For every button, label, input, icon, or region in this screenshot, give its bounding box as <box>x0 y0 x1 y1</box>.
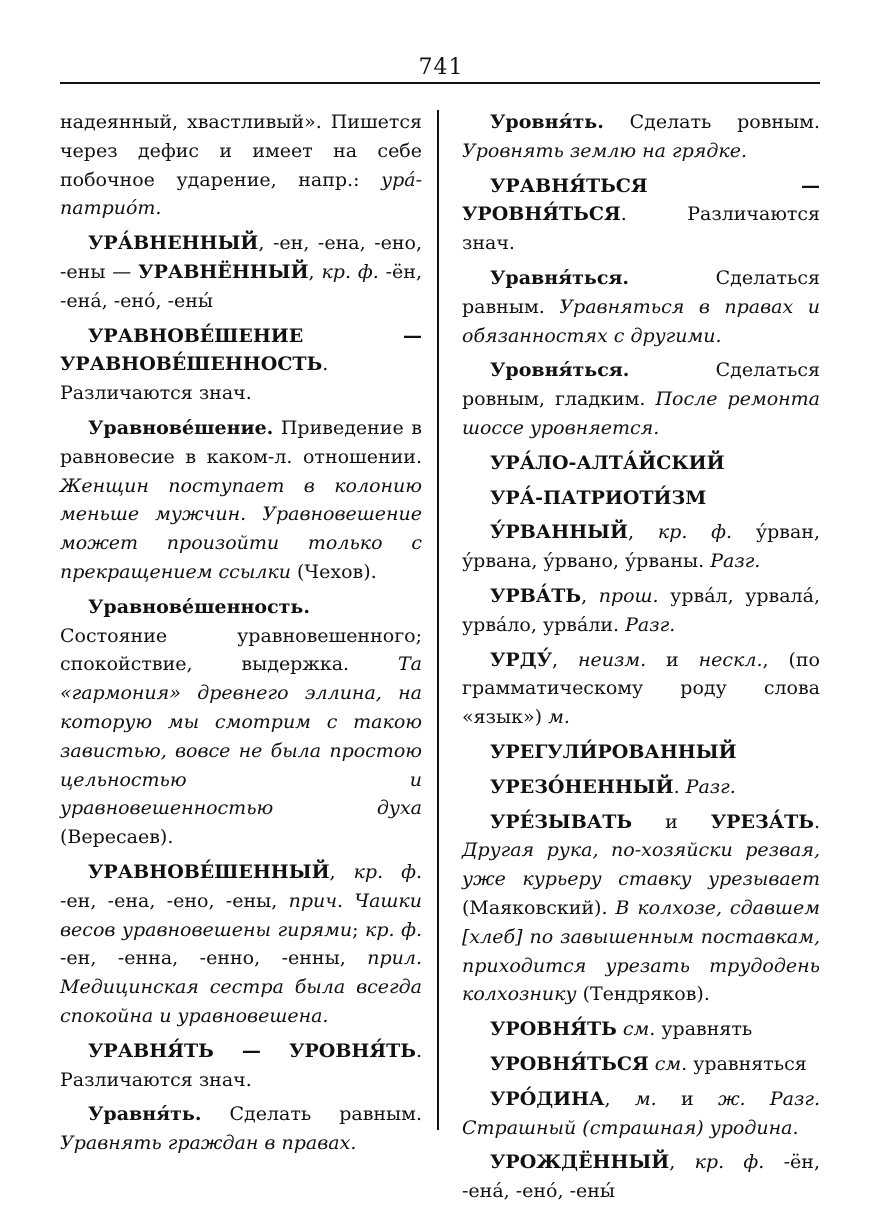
entry-text: . Различаются знач. <box>60 353 329 405</box>
headword: УРА́-ПАТРИОТИ́ЗМ <box>490 486 707 509</box>
header-rule <box>60 82 820 84</box>
headword: УРОВНЯ́ТЬСЯ <box>490 1052 649 1075</box>
dictionary-entry <box>462 264 820 350</box>
entry-text: Сделаться равным. <box>462 266 820 318</box>
dictionary-entry <box>462 808 820 1010</box>
dictionary-entry <box>60 229 422 315</box>
headword: У́РВАННЫЙ <box>490 521 628 544</box>
headword: УРЕЗА́ТЬ <box>710 810 814 833</box>
dictionary-entry <box>462 356 820 442</box>
headword: УРОВНЯ́ТЬ <box>490 1018 617 1041</box>
dictionary-entry <box>60 858 422 1031</box>
headword: Уровня́ть. <box>490 111 604 133</box>
dictionary-entry <box>462 484 820 513</box>
dictionary-entry <box>462 1148 820 1206</box>
entry-text: , -ен, -ена, -ено, -ены — <box>60 232 422 283</box>
italic-text: ж. Разг. Страшный (страшная) уродина. <box>462 1087 820 1139</box>
dictionary-entry <box>60 1100 422 1158</box>
headword: УРЕГУЛИ́РОВАННЫЙ <box>490 740 737 763</box>
headword: Уравнове́шение. <box>88 416 274 439</box>
italic-text: неизм. <box>577 648 647 671</box>
headword: УРА́ЛО-АЛТА́ЙСКИЙ <box>490 451 725 474</box>
entry-text: , <box>308 260 322 283</box>
entry-text: Состояние уравновешенного; спокойствие, выдержка. <box>60 624 422 676</box>
italic-text: м. <box>548 706 570 729</box>
dictionary-entry <box>462 449 820 478</box>
entry-text: , <box>627 521 658 544</box>
entry-text: Приведение в равновесие в каком-л. отношении. <box>60 416 422 468</box>
italic-text: В колхозе, сдавшем [хлеб] по завышенным поставкам, приходится урезать трудодень колхознику <box>462 896 820 1006</box>
italic-text: Уровнять землю на грядке. <box>462 139 748 162</box>
italic-text: м. <box>634 1087 657 1110</box>
italic-text: Разг. <box>685 775 736 798</box>
entry-text: Сделать равным. <box>201 1103 422 1126</box>
italic-text: кр. ф. <box>657 521 733 544</box>
entry-text: у́рван, у́рвана, у́рвано, у́рваны. <box>462 521 821 573</box>
headword: УРАВНОВЕ́ШЕННЫЙ <box>88 860 330 883</box>
headword: УРАВНЯ́ТЬ — УРОВНЯ́ТЬ <box>88 1039 416 1062</box>
headword: УРАВНОВЕ́ШЕНИЕ — УРАВНОВЕ́ШЕННОСТЬ <box>60 324 422 376</box>
entry-text: -ён, -ена́, -ено́, -ены́ <box>462 1151 820 1203</box>
dictionary-entry <box>60 414 422 587</box>
entry-text: . Различаются знач. <box>60 1039 422 1091</box>
italic-text: Разг. <box>625 613 676 636</box>
entry-text: -ён, -ена́, -ено́, -ены́ <box>60 260 423 312</box>
dictionary-entry <box>462 646 820 732</box>
headword: Уравня́ть. <box>88 1103 202 1126</box>
headword: Уравнове́шенность. <box>88 595 310 618</box>
italic-text: кр. ф. <box>365 918 423 941</box>
entry-text: -ен, -ена, -ено, -ены, <box>60 889 289 912</box>
entry-text: , <box>669 1151 695 1174</box>
italic-text: После ремонта шоссе уровняется. <box>462 388 820 439</box>
headword: УРО́ДИНА <box>490 1087 605 1110</box>
entry-text: урва́л, урвала́, урва́ло, урва́ли. <box>462 584 820 636</box>
italic-text: кр. ф. <box>321 260 379 283</box>
entry-text: уравняться <box>687 1052 807 1075</box>
headword: УРА́ВНЕННЫЙ <box>88 232 259 255</box>
entry-text: , <box>552 648 578 671</box>
headword: УРАВНЁННЫЙ <box>138 260 309 283</box>
italic-text: прил. Медицинская сестра была всегда спокойна и уравновешена. <box>60 947 422 1027</box>
headword: Уровня́ться. <box>490 359 630 382</box>
italic-text: прич. Чашки весов уравновешены гирями <box>60 889 422 941</box>
italic-text: Разг. <box>710 550 761 573</box>
dictionary-entry <box>462 738 820 767</box>
dictionary-entry <box>462 1050 820 1079</box>
entry-text: , <box>581 584 599 607</box>
entry-text: , <box>329 860 354 883</box>
entry-text: . Различаются знач. <box>462 203 820 255</box>
dictionary-entry <box>60 108 422 223</box>
italic-text: нескл. <box>698 648 763 671</box>
dictionary-entry <box>462 1015 820 1044</box>
entry-text: . <box>673 775 686 798</box>
dictionary-entry <box>462 773 820 802</box>
entry-text: Сделать ровным. <box>603 111 820 133</box>
entry-text: , <box>604 1087 635 1110</box>
entry-text: , (по грамматическому роду слова «язык») <box>462 648 820 729</box>
entry-text: -ен, -енна, -енно, -енны, <box>60 947 368 970</box>
italic-text: Уравнять граждан в правах. <box>60 1132 357 1155</box>
dictionary-entry <box>462 108 820 166</box>
headword: УРАВНЯ́ТЬСЯ — УРОВНЯ́ТЬСЯ <box>462 174 820 226</box>
italic-text: кр. ф. <box>694 1151 765 1174</box>
italic-text: см. <box>654 1052 688 1075</box>
italic-text: Женщин поступает в колонию меньше мужчин. Уравновешение может произойти только с прекращением ссылки <box>60 474 422 583</box>
dictionary-entry <box>462 1085 820 1143</box>
entry-text: надеянный, хвастливый». Пишется через дефис и имеет на себе побочное ударение, напр.: <box>60 111 422 191</box>
entry-text: (Тендряков). <box>576 983 710 1006</box>
entry-text: и <box>656 1087 718 1110</box>
entry-text: уравнять <box>655 1018 753 1041</box>
page-number: 741 <box>418 55 464 80</box>
dictionary-entry <box>462 518 820 576</box>
entry-text: Сделаться ровным, гладким. <box>462 359 820 411</box>
italic-text: Другая рука, по-хозяйски резвая, уже курьеру ставку урезывает <box>462 839 820 891</box>
headword: УРЕЗО́НЕННЫЙ <box>490 775 674 798</box>
italic-text: Уравняться в правах и обязанностях с другими. <box>462 295 820 347</box>
entry-text: ; <box>352 918 366 941</box>
headword: УРДУ́ <box>490 648 553 671</box>
italic-text: Та «гармония» древнего эллина, на которую мы смотрим с такою завистью, вовсе не была простою цельностью и уравновешенностью духа <box>60 653 422 820</box>
left-column <box>60 108 422 1164</box>
italic-text: кр. ф. <box>353 860 422 883</box>
entry-text: и <box>632 810 711 833</box>
italic-text: ура́-патрио́т. <box>60 168 422 220</box>
dictionary-entry <box>462 582 820 640</box>
right-column <box>462 108 820 1212</box>
headword: УРВА́ТЬ <box>490 584 582 607</box>
entry-text: . <box>813 810 820 833</box>
dictionary-entry <box>60 1037 422 1095</box>
dictionary-entry <box>60 593 422 852</box>
dictionary-entry <box>60 322 422 408</box>
headword: УРЕ́ЗЫВАТЬ <box>490 810 633 833</box>
entry-text: (Маяковский). <box>462 896 616 919</box>
italic-text: прош. <box>598 584 659 607</box>
entry-text: (Чехов). <box>290 560 377 583</box>
headword: Уравня́ться. <box>490 266 630 289</box>
column-divider <box>437 110 439 1130</box>
headword: УРОЖДЁННЫЙ <box>490 1151 670 1174</box>
dictionary-entry <box>462 172 820 258</box>
entry-text: и <box>646 648 699 671</box>
italic-text: см. <box>622 1018 656 1041</box>
entry-text: (Вересаев). <box>60 826 174 849</box>
